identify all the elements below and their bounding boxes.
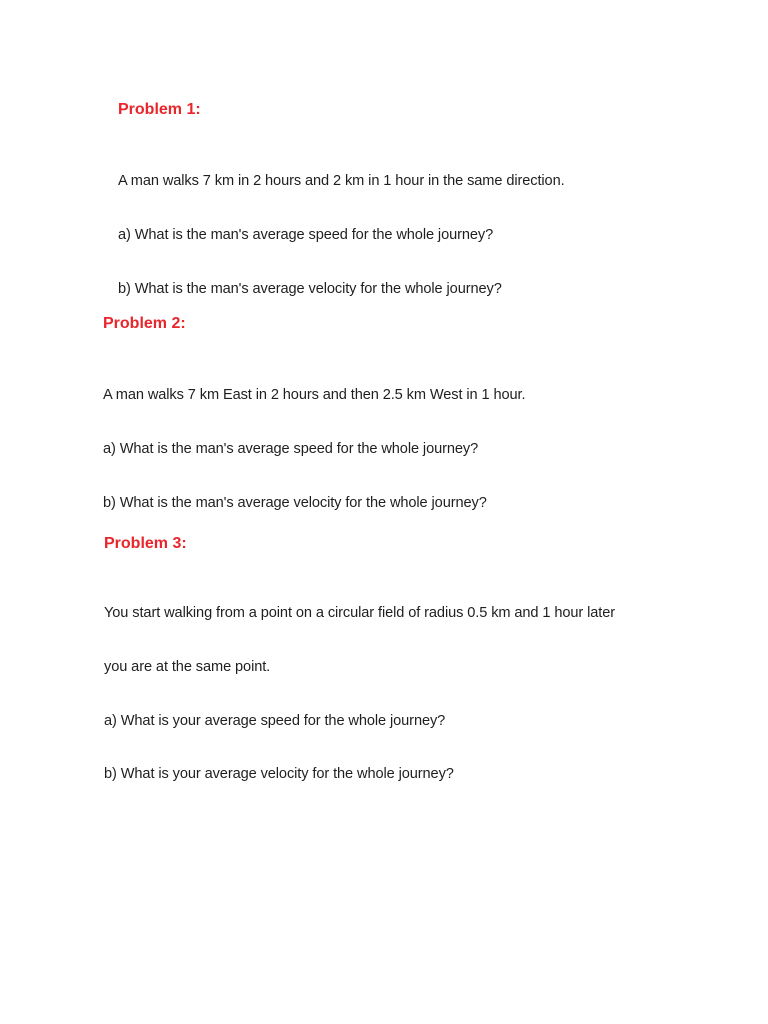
problem-1-heading: Problem 1: xyxy=(118,101,201,118)
problem-3-statement-line-1: You start walking from a point on a circular field of radius 0.5 km and 1 hour later xyxy=(104,605,616,621)
problem-3-statement-line-2: you are at the same point. xyxy=(104,659,271,675)
problem-2-question-a: a) What is the man's average speed for the whole journey? xyxy=(103,441,479,457)
problem-3-heading: Problem 3: xyxy=(104,535,187,552)
problem-3-question-a: a) What is your average speed for the whole journey? xyxy=(104,713,446,729)
problem-1-question-b: b) What is the man's average velocity for the whole journey? xyxy=(118,281,502,297)
problem-2-statement: A man walks 7 km East in 2 hours and then 2.5 km West in 1 hour. xyxy=(103,387,526,403)
problem-1-statement: A man walks 7 km in 2 hours and 2 km in 1 hour in the same direction. xyxy=(118,173,565,189)
problem-1-question-a: a) What is the man's average speed for the whole journey? xyxy=(118,227,494,243)
problem-2-heading: Problem 2: xyxy=(103,315,186,332)
problem-3-question-b: b) What is your average velocity for the whole journey? xyxy=(104,766,454,782)
problem-2-question-b: b) What is the man's average velocity for the whole journey? xyxy=(103,495,487,511)
